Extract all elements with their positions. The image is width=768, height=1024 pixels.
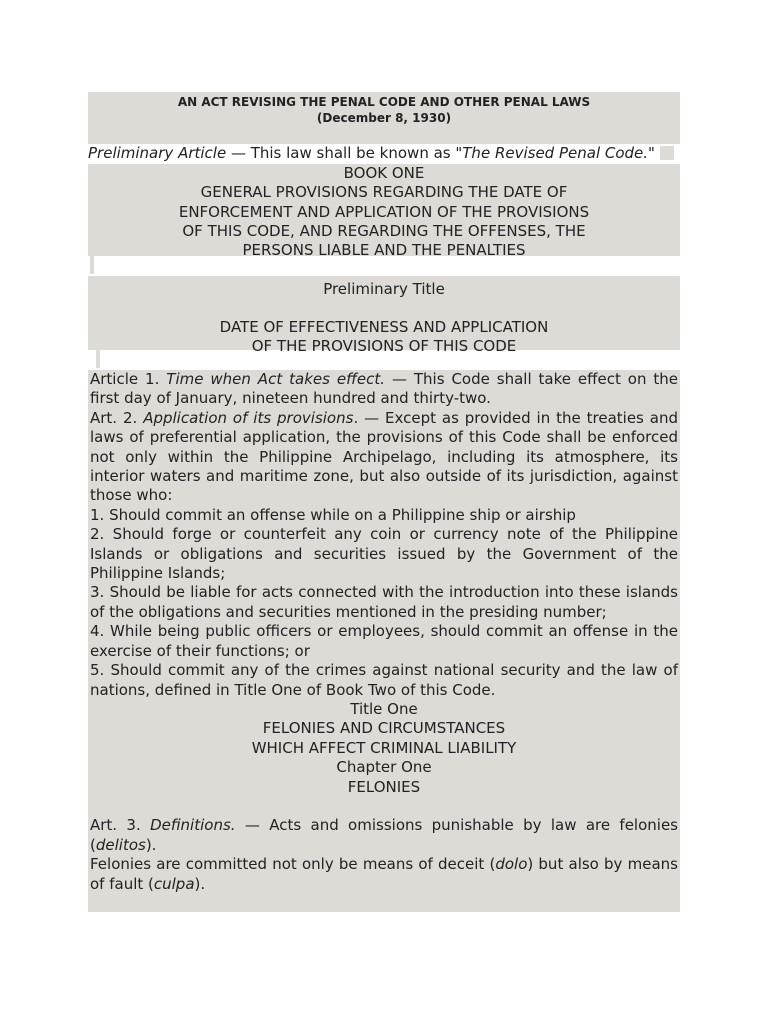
preliminary-title-line: DATE OF EFFECTIVENESS AND APPLICATION	[219, 318, 549, 336]
felonies-text-end: ).	[194, 874, 206, 893]
article-3	[90, 816, 678, 855]
title-one-line: FELONIES AND CIRCUMSTANCES	[262, 719, 506, 738]
article-2	[90, 409, 678, 506]
preliminary-title-section	[88, 276, 680, 355]
article-3-term: delitos	[95, 835, 146, 854]
articles-section	[88, 370, 680, 912]
article-1-label: Article 1.	[90, 370, 167, 388]
document-header	[88, 92, 680, 144]
felonies-paragraph	[90, 855, 678, 894]
highlight-bar	[90, 256, 94, 274]
preliminary-title-heading: Preliminary Title	[323, 280, 445, 298]
term-dolo: dolo	[495, 855, 528, 874]
article-2-item: 1. Should commit an offense while on a Philippine ship or airship	[90, 505, 576, 524]
article-3-text-end: ).	[145, 835, 157, 854]
act-date: (December 8, 1930)	[316, 111, 452, 125]
article-2-item: 4. While being public officers or employees, should commit an offense in the exercise of their functions; or	[90, 622, 678, 660]
article-2-item: 3. Should be liable for acts connected with the introduction into these islands of the obligations and securities mentioned in the presiding number;	[90, 583, 678, 621]
article-3-heading: Definitions.	[150, 816, 236, 835]
preliminary-title-line: OF THE PROVISIONS OF THIS CODE	[251, 337, 517, 355]
book-one-title: BOOK ONE	[343, 164, 425, 182]
article-1-text: — This Code shall take effect on the first day of January, nineteen hundred and thirty-two.	[90, 370, 678, 408]
article-2-label: Art. 2.	[90, 408, 144, 427]
title-one-heading: Title One	[350, 699, 418, 718]
book-one-line: OF THIS CODE, AND REGARDING THE OFFENSES, THE	[182, 221, 586, 240]
highlight-bar	[96, 350, 100, 368]
term-culpa: culpa	[153, 874, 195, 893]
preliminary-article-label: Preliminary Article	[88, 144, 227, 162]
code-name: "The Revised Penal Code."	[455, 144, 655, 162]
chapter-title: FELONIES	[347, 777, 421, 796]
article-2-item: 5. Should commit any of the crimes against national security and the law of nations, defined in Title One of Book Two of this Code.	[90, 661, 678, 699]
article-2-text: . — Except as provided in the treaties and laws of preferential application, the provisions of this Code shall be enforced not only within the Philippine Archipelago, including its atmosphere, its interior waters and maritime zone, but also outside of its jurisdiction, against those who:	[90, 408, 678, 505]
book-one-line: GENERAL PROVISIONS REGARDING THE DATE OF	[200, 183, 568, 202]
book-one-line: PERSONS LIABLE AND THE PENALTIES	[242, 241, 526, 260]
preliminary-article-text: — This law shall be known as	[226, 144, 456, 162]
highlight-mark	[660, 146, 674, 160]
article-2-heading: Application of its provisions	[143, 408, 354, 427]
act-title: AN ACT REVISING THE PENAL CODE AND OTHER PENAL LAWS	[177, 95, 591, 109]
preliminary-article	[88, 144, 680, 163]
title-one-line: WHICH AFFECT CRIMINAL LIABILITY	[251, 738, 517, 757]
article-1	[90, 370, 678, 409]
article-3-text: — Acts and omissions punishable by law are felonies (	[90, 816, 678, 854]
book-one-section	[88, 164, 680, 260]
article-2-item: 2. Should forge or counterfeit any coin or currency note of the Philippine Islands or obligations and securities issued by the Government of the Philippine Islands;	[90, 525, 678, 583]
article-3-label: Art. 3.	[90, 816, 151, 835]
felonies-text: Felonies are committed not only be means of deceit (	[90, 855, 496, 874]
chapter-heading: Chapter One	[336, 758, 432, 777]
article-1-heading: Time when Act takes effect.	[166, 370, 386, 388]
felonies-text: ) but also by means of fault (	[90, 855, 678, 893]
book-one-line: ENFORCEMENT AND APPLICATION OF THE PROVISIONS	[178, 202, 590, 221]
